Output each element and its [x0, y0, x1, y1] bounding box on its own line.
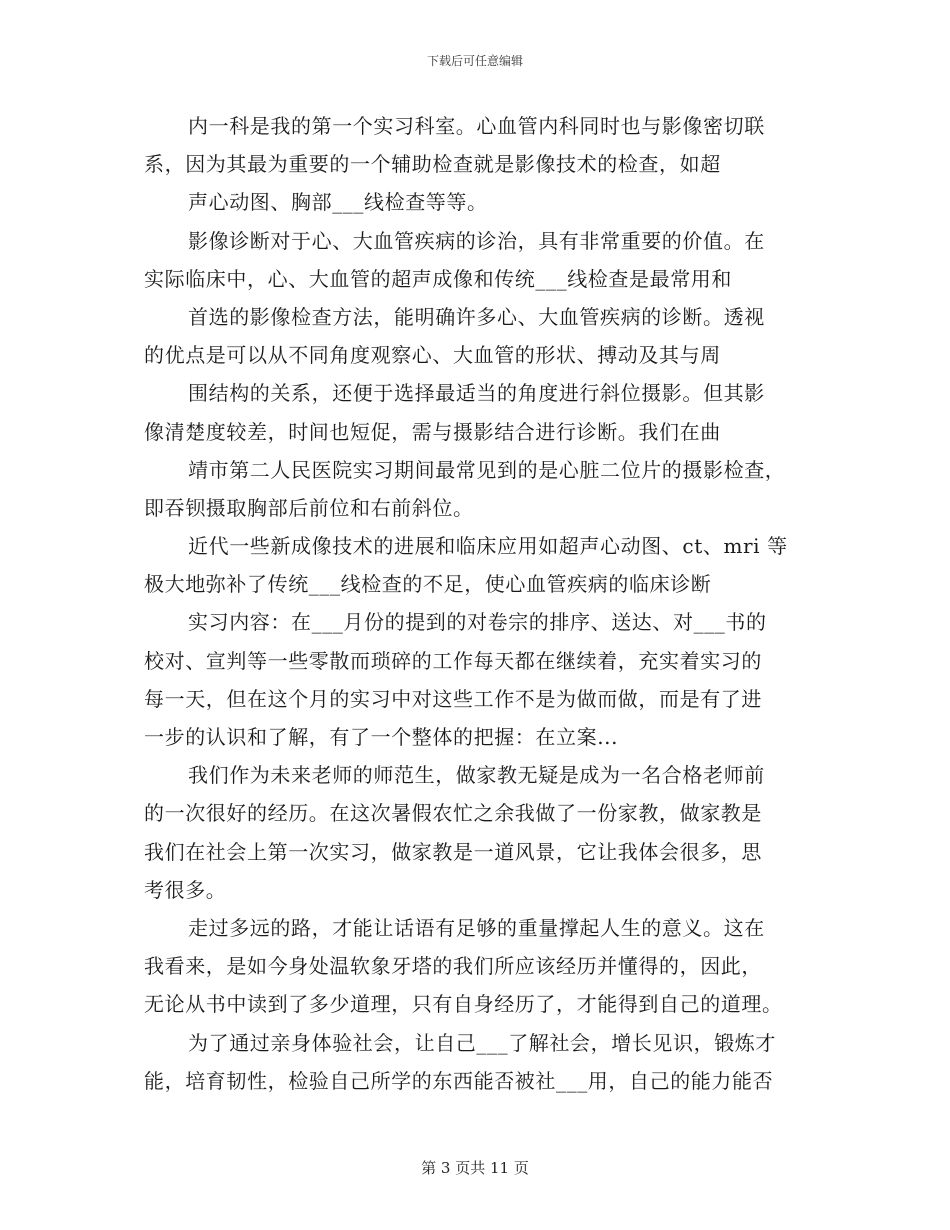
- text-line: 围结构的关系，还便于选择最适当的角度进行斜位摄影。但其影: [188, 381, 765, 406]
- text-line: 考很多。: [144, 877, 227, 902]
- text-line: 实际临床中，心、大血管的超声成像和传统___线检查是最常用和: [144, 266, 732, 291]
- text-line: 我看来，是如今身处温软象牙塔的我们所应该经历并懂得的，因此，: [144, 954, 762, 979]
- text-line: 的优点是可以从不同角度观察心、大血管的形状、搏动及其与周: [144, 343, 721, 368]
- text-line: 每一天，但在这个月的实习中对这些工作不是为做而做，而是有了进: [144, 686, 762, 711]
- text-line: 的一次很好的经历。在这次暑假农忙之余我做了一份家教，做家教是: [144, 801, 762, 826]
- page-header: 下载后可任意编辑: [426, 54, 523, 68]
- text-line: 声心动图、胸部___线检查等等。: [188, 190, 488, 215]
- text-line: 近代一些新成像技术的进展和临床应用如超声心动图、ct、mri 等: [188, 534, 788, 559]
- text-line: 系，因为其最为重要的一个辅助检查就是影像技术的检查，如超: [144, 152, 721, 177]
- text-line: 即吞钡摄取胸部后前位和右前斜位。: [144, 495, 474, 520]
- text-line: 靖市第二人民医院实习期间最常见到的是心脏二位片的摄影检查，: [188, 457, 786, 482]
- text-line: 校对、宣判等一些零散而琐碎的工作每天都在继续着，充实着实习的: [144, 648, 762, 673]
- text-line: 为了通过亲身体验社会，让自己___了解社会，增长见识，锻炼才: [188, 1030, 776, 1055]
- text-line: 首选的影像检查方法，能明确许多心、大血管疾病的诊断。透视: [188, 304, 765, 329]
- text-line: 实习内容：在___月份的提到的对卷宗的排序、送达、对___书的: [188, 610, 767, 635]
- text-line: 一步的认识和了解，有了一个整体的把握：在立案...: [144, 725, 619, 749]
- text-line: 像清楚度较差，时间也短促，需与摄影结合进行诊断。我们在曲: [144, 419, 721, 444]
- document-body: [144, 107, 816, 1100]
- text-line: 影像诊断对于心、大血管疾病的诊治，具有非常重要的价值。在: [188, 228, 765, 253]
- page-number: 第 3 页共 11 页: [421, 1159, 529, 1177]
- text-line: 我们作为未来老师的师范生，做家教无疑是成为一名合格老师前: [188, 763, 765, 788]
- text-line: 极大地弥补了传统___线检查的不足，使心血管疾病的临床诊断: [144, 572, 712, 597]
- text-line: 走过多远的路，才能让话语有足够的重量撑起人生的意义。这在: [188, 915, 765, 940]
- text-line: 无论从书中读到了多少道理，只有自身经历了，才能得到自己的道理。: [144, 992, 783, 1017]
- text-line: 我们在社会上第一次实习，做家教是一道风景，它让我体会很多，思: [144, 839, 762, 864]
- text-line: 能，培育韧性，检验自己所学的东西能否被社___用，自己的能力能否: [144, 1068, 774, 1093]
- text-line: 内一科是我的第一个实习科室。心血管内科同时也与影像密切联: [188, 114, 765, 138]
